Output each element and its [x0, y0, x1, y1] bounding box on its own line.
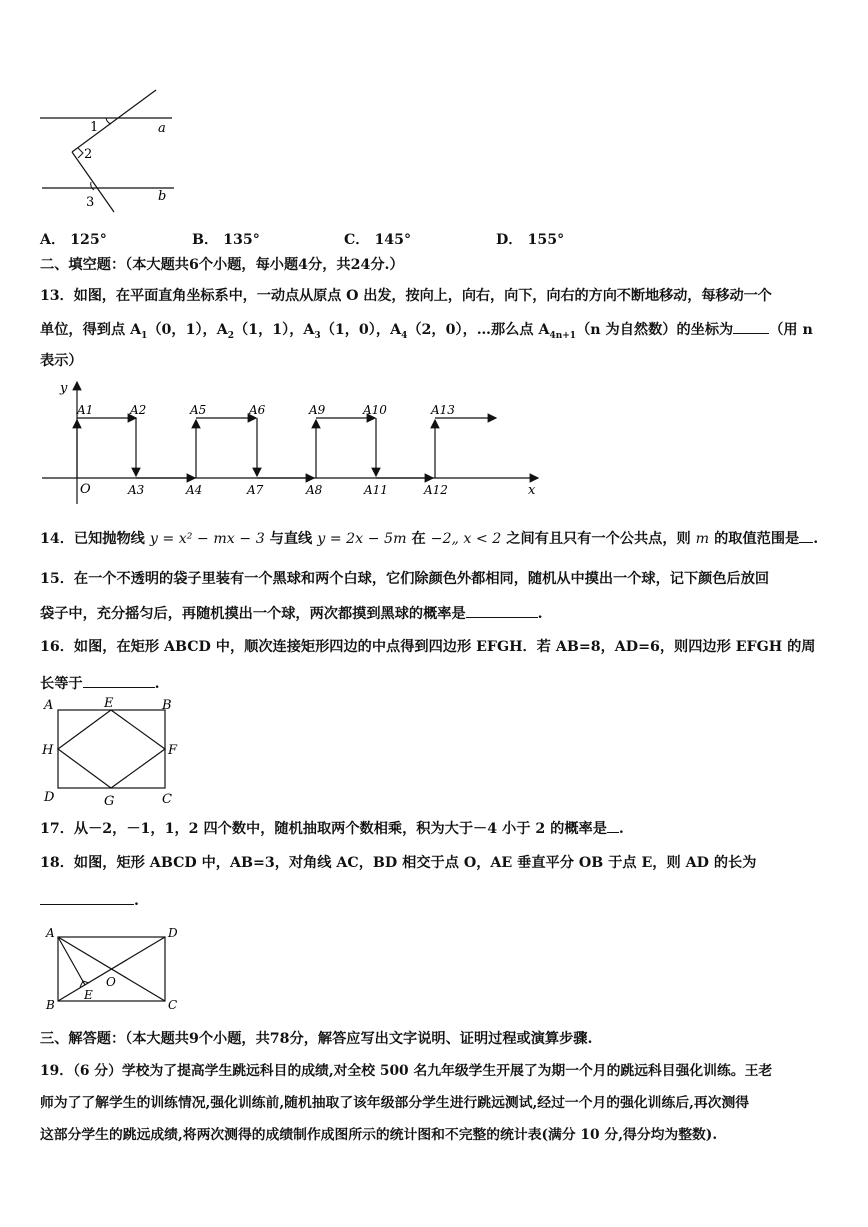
q18-line1: 18．如图，矩形 ABCD 中，AB=3，对角线 AC，BD 相交于点 O，AE 垂直平分 OB 于点 E，则 AD 的长为 [40, 855, 757, 871]
q16-line1: 16．如图，在矩形 ABCD 中，顺次连接矩形四边的中点得到四边形 EFGH．若 AB=8，AD=6，则四边形 EFGH 的周 [40, 639, 816, 655]
x-axis-label: x [528, 483, 536, 498]
q13-line3: 表示） [40, 353, 83, 369]
label-c-18: C [168, 998, 178, 1012]
label-a3: A3 [128, 483, 145, 497]
label-b: B [162, 698, 172, 713]
label-a: A [44, 698, 54, 713]
line-a-label: a [158, 121, 166, 136]
section2-heading: 二、填空题：（本大题共6个小题，每小题4分，共24分.） [40, 257, 404, 273]
label-a10: A10 [363, 403, 387, 417]
label-a7: A7 [247, 483, 264, 497]
origin-label: O [80, 482, 91, 497]
label-e-18: E [84, 988, 93, 1002]
q12-option-b[interactable]: B． 135° [192, 232, 260, 248]
q13-answer-blank[interactable] [733, 319, 769, 334]
label-a4: A4 [186, 483, 203, 497]
label-h: H [42, 743, 54, 758]
q19-line1: 19．（6 分）学校为了提高学生跳远科目的成绩,对全校 500 名九年级学生开展了为期一个月的跳远科目强化训练。王老 [40, 1063, 773, 1079]
label-a6: A6 [249, 403, 266, 417]
q19-line2: 师为了了解学生的训练情况,强化训练前,随机抽取了该年级部分学生进行跳远测试,经过一个月的强化训练后,再次测得 [40, 1095, 750, 1111]
label-a13: A13 [431, 403, 455, 417]
q14-line: 14．已知抛物线 y = x² − mx − 3 与直线 y = 2x − 5m 在 −2„ x < 2 之间有且只有一个公共点，则 m 的取值范围是 . [40, 528, 818, 549]
label-d: D [44, 790, 55, 805]
angle2-label: 2 [84, 147, 93, 162]
label-a5: A5 [190, 403, 207, 417]
right-angle-mark [78, 148, 83, 158]
q18-figure [38, 923, 188, 1015]
q15-line2: 袋子中，充分摇匀后，再随机摸出一个球，两次都摸到黑球的概率是 . [40, 603, 543, 624]
label-g: G [104, 794, 115, 809]
q16-line2: 长等于 . [40, 673, 160, 694]
label-a-18: A [46, 926, 55, 940]
rectangle-abcd [58, 710, 165, 788]
label-e: E [104, 696, 114, 711]
section3-heading: 三、解答题：（本大题共9个小题，共78分，解答应写出文字说明、证明过程或演算步骤. [40, 1031, 593, 1047]
line-b-label: b [158, 189, 167, 204]
q12-figure [38, 86, 178, 216]
q18-answer-blank[interactable] [40, 890, 134, 905]
q12-option-d[interactable]: D． 155° [496, 232, 565, 248]
label-f: F [168, 743, 178, 758]
q16-answer-blank[interactable] [83, 673, 155, 688]
label-d-18: D [168, 926, 178, 940]
y-axis-label: y [60, 381, 68, 396]
q12-option-a[interactable]: A． 125° [40, 232, 107, 248]
q12-option-c[interactable]: C． 145° [344, 232, 412, 248]
q14-answer-blank[interactable] [799, 528, 813, 543]
label-a2: A2 [130, 403, 147, 417]
label-b-18: B [46, 998, 55, 1012]
segment-ae [58, 937, 85, 985]
quadrilateral-efgh [58, 710, 165, 788]
angle3-label: 3 [86, 195, 95, 210]
q13-line1: 13．如图，在平面直角坐标系中，一动点从原点 O 出发，按向上，向右，向下，向右的方向不断地移动，每移动一个 [40, 288, 772, 304]
label-a9: A9 [309, 403, 326, 417]
q19-line3: 这部分学生的跳远成绩,将两次测得的成绩制作成图所示的统计图和不完整的统计表(满分 10 分,得分均为整数). [40, 1127, 718, 1143]
q13-line2: 单位，得到点 $A_1(0$，1），$A_2(1$，1），$A_3(1$，0），$A_4(2$，0），…那么点 $A_{4n+1}(n$ 为自然数）的坐标为 （用 n [40, 319, 813, 346]
label-a8: A8 [306, 483, 323, 497]
q15-line1: 15．在一个不透明的袋子里装有一个黑球和两个白球，它们除颜色外都相同，随机从中摸出一个球，记下颜色后放回 [40, 571, 770, 587]
q17-answer-blank[interactable] [607, 818, 619, 833]
q16-figure [38, 695, 188, 810]
label-a11: A11 [364, 483, 388, 497]
angle1-label: 1 [90, 120, 99, 135]
label-a1: A1 [77, 403, 94, 417]
q15-answer-blank[interactable] [466, 603, 538, 618]
transversal-upper [72, 90, 156, 152]
q18-line2: . [40, 890, 139, 911]
q13-figure [38, 376, 548, 508]
label-a12: A12 [424, 483, 448, 497]
label-c: C [162, 792, 172, 807]
q17-line: 17．从－2，－1，1，2 四个数中，随机抽取两个数相乘，积为大于－4 小于 2 的概率是 . [40, 818, 624, 839]
label-o-18: O [106, 975, 116, 989]
